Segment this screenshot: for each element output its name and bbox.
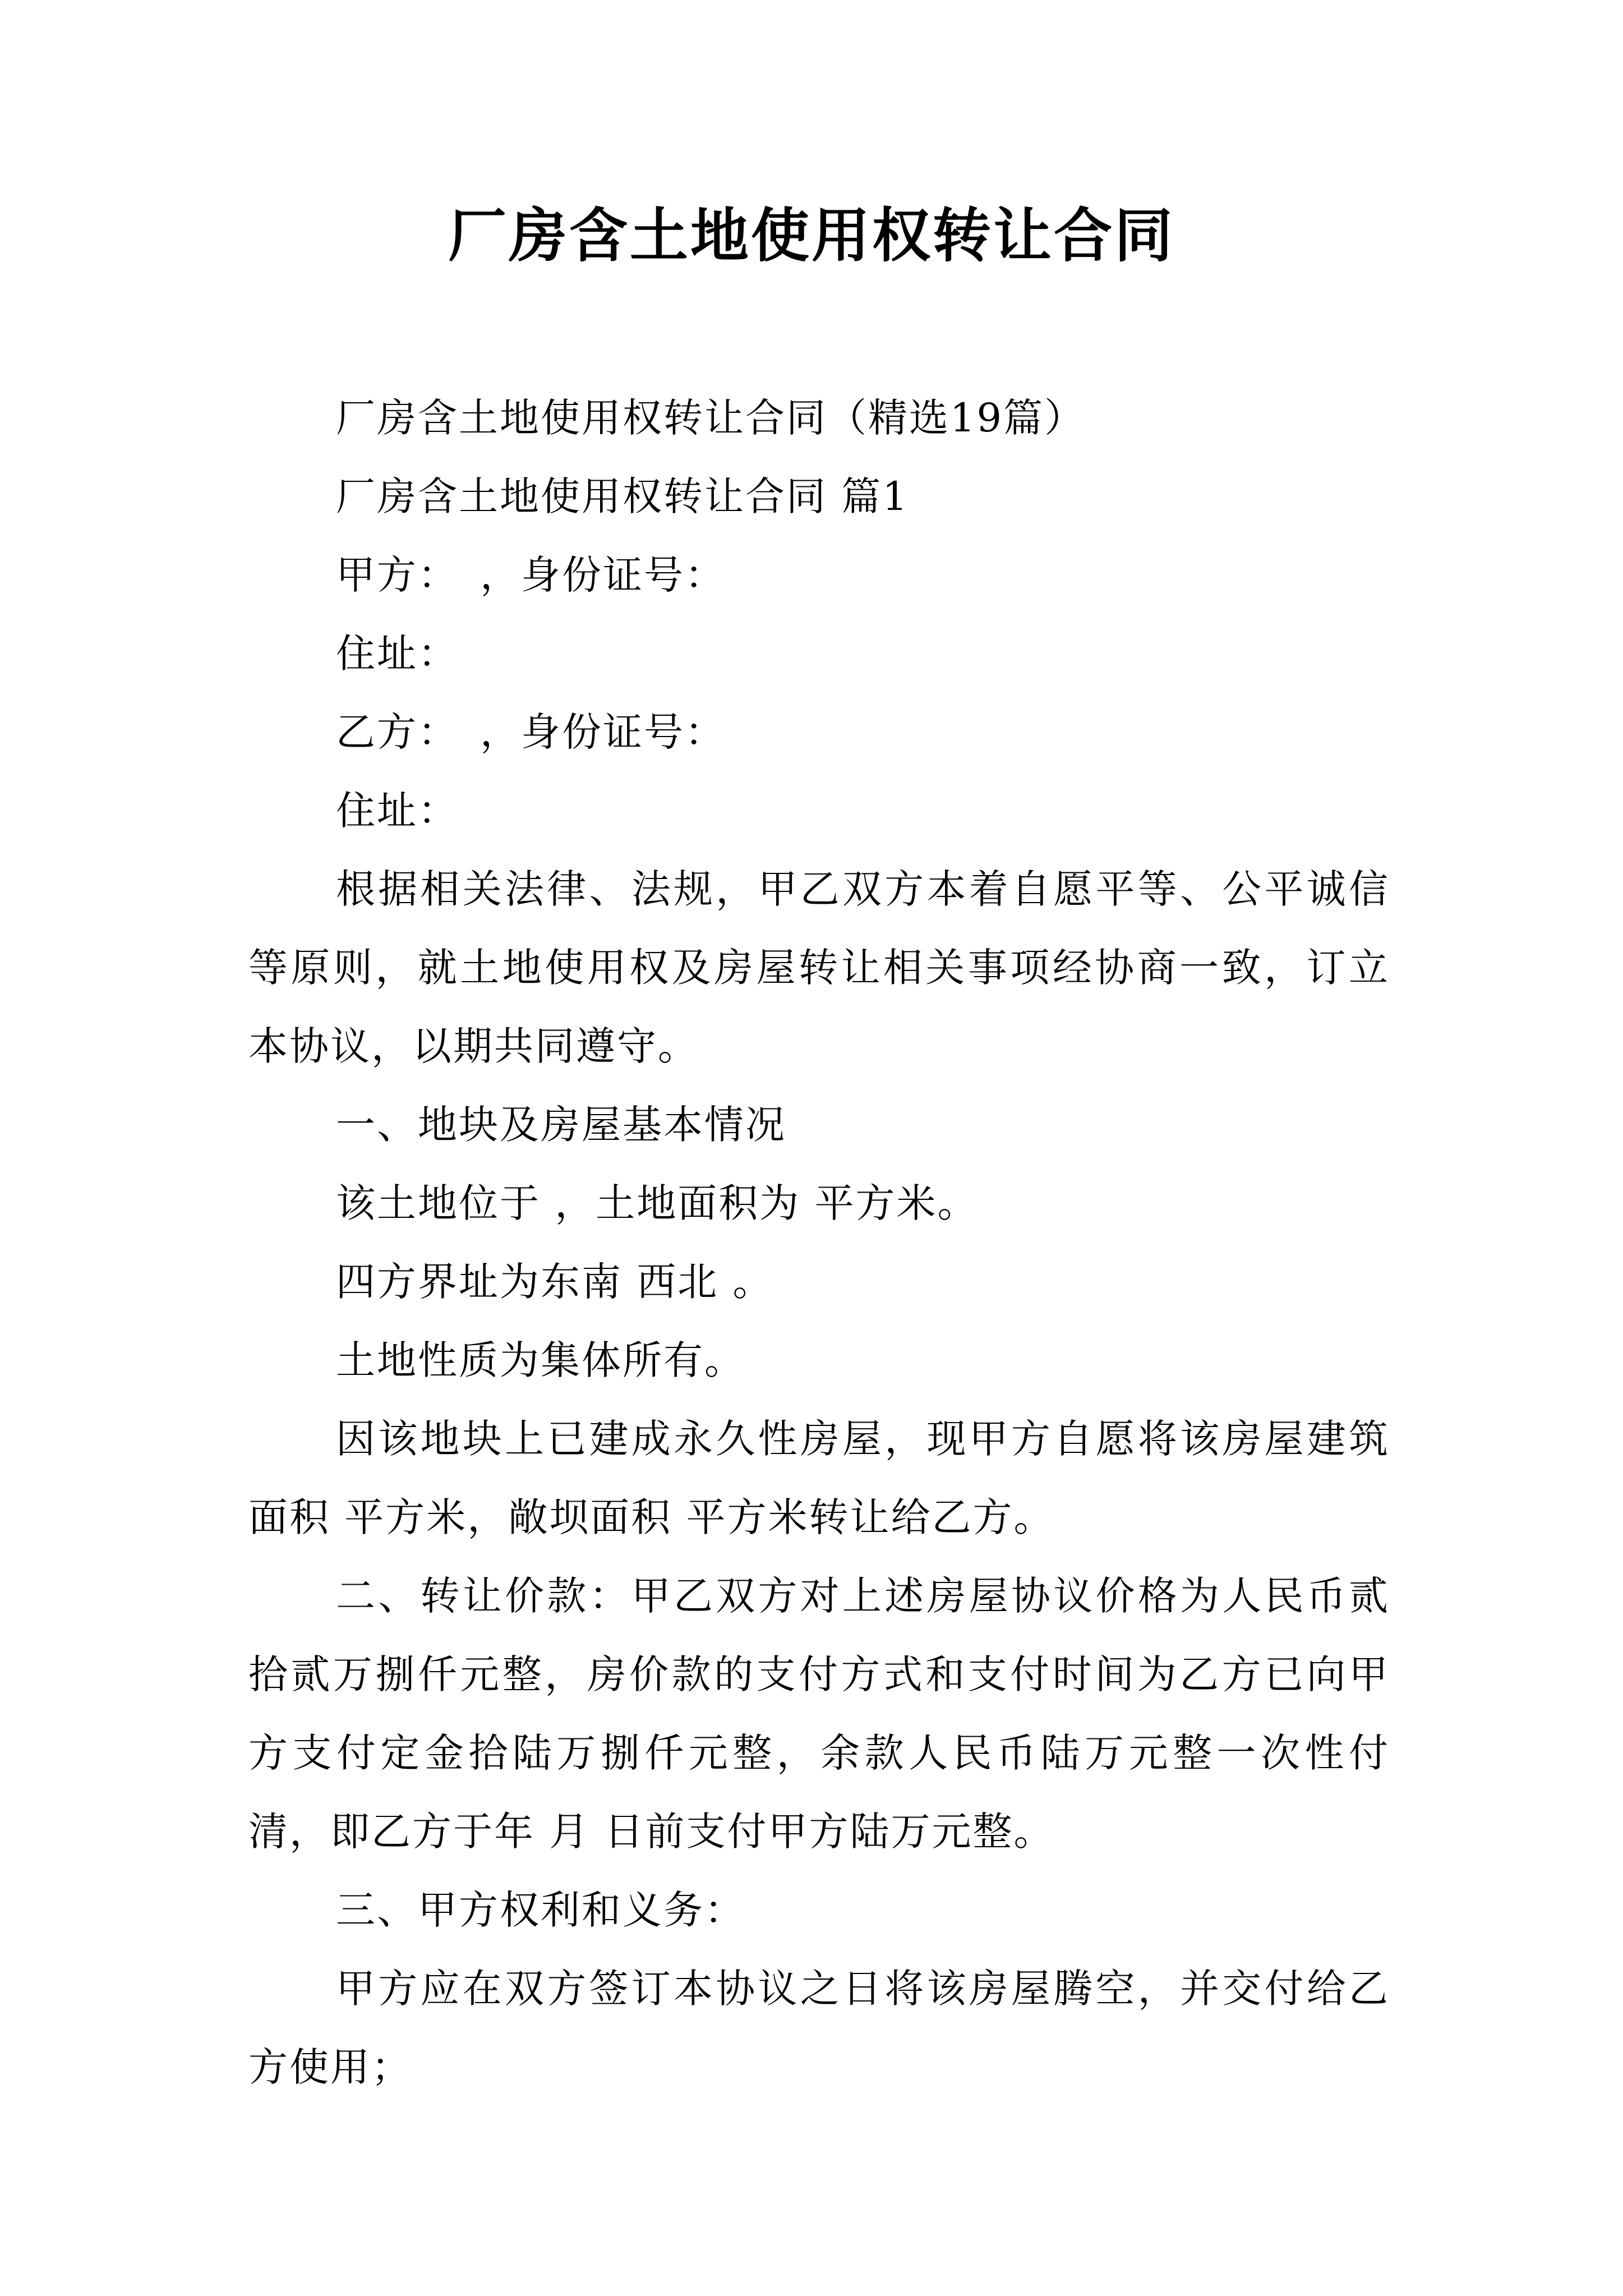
paragraph-clause-2-price: 二、转让价款：甲乙双方对上述房屋协议价格为人民币贰拾贰万捌仟元整，房价款的支付方式和支付时间为乙方已向甲方支付定金拾陆万捌仟元整，余款人民币陆万元整一次性付清，即乙方于年 月 日前支付甲方陆万元整。	[248, 1573, 1390, 1855]
paragraph-party-a-address: 住址：	[336, 631, 459, 677]
paragraph-clause-1-heading: 一、地块及房屋基本情况	[336, 1102, 786, 1148]
paragraph-party-a: 甲方： ，身份证号：	[336, 552, 726, 598]
paragraph-subtitle: 厂房含土地使用权转让合同（精选19篇）	[336, 395, 1086, 441]
paragraph-building-transfer: 因该地块上已建成永久性房屋，现甲方自愿将该房屋建筑面积 平方米，敞坝面积 平方米转让给乙方。	[248, 1416, 1390, 1540]
paragraph-land-location: 该土地位于 ，土地面积为 平方米。	[336, 1180, 979, 1226]
paragraph-section-heading: 厂房含土地使用权转让合同 篇1	[336, 473, 909, 519]
paragraph-party-b-address: 住址：	[336, 788, 459, 834]
paragraph-party-b: 乙方： ，身份证号：	[336, 709, 726, 755]
paragraph-land-nature: 土地性质为集体所有。	[336, 1337, 745, 1383]
paragraph-clause-3-heading: 三、甲方权利和义务：	[336, 1887, 745, 1933]
paragraph-boundaries: 四方界址为东南 西北 。	[336, 1259, 774, 1305]
document-title: 厂房含土地使用权转让合同	[448, 201, 1175, 270]
paragraph-preamble: 根据相关法律、法规，甲乙双方本着自愿平等、公平诚信等原则，就土地使用权及房屋转让相关事项经协商一致，订立本协议，以期共同遵守。	[248, 866, 1390, 1069]
paragraph-party-a-obligation: 甲方应在双方签订本协议之日将该房屋腾空，并交付给乙方使用；	[248, 1966, 1390, 2090]
document-body	[248, 379, 1390, 2106]
